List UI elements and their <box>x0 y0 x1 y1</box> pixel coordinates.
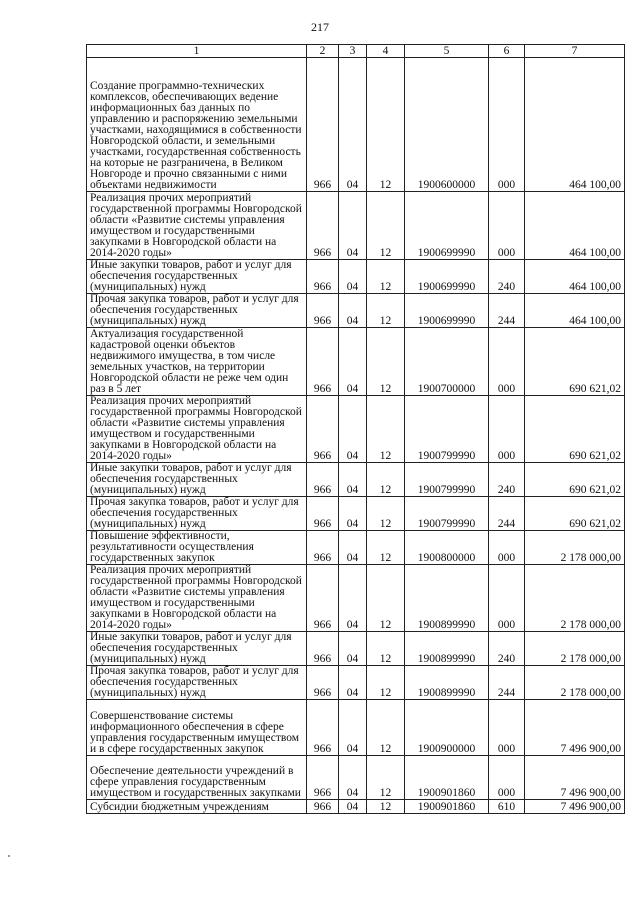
code-cell: 966 <box>307 192 339 260</box>
row-name-cell: Реализация прочих мероприятий государственной программы Новгородской области «Развитие системы управления имуществом и государственными закупками в Новгородской области на 2014-2020 годы» <box>87 565 307 632</box>
amount-cell: 2 178 000,00 <box>525 632 625 666</box>
code-cell: 1900900000 <box>405 700 489 756</box>
code-cell: 966 <box>307 565 339 632</box>
table-row <box>87 463 625 497</box>
code-cell: 1900901860 <box>405 800 489 814</box>
code-cell: 04 <box>339 531 367 565</box>
amount-cell: 690 621,02 <box>525 328 625 396</box>
code-cell: 1900699990 <box>405 260 489 294</box>
amount-cell: 690 621,02 <box>525 497 625 531</box>
code-cell: 966 <box>307 396 339 463</box>
code-cell: 04 <box>339 294 367 328</box>
column-header: 6 <box>489 45 525 58</box>
code-cell: 1900600000 <box>405 58 489 192</box>
row-name-cell: Иные закупки товаров, работ и услуг для обеспечения государственных (муниципальных) нужд <box>87 260 307 294</box>
code-cell: 12 <box>367 531 405 565</box>
table-row <box>87 800 625 814</box>
code-cell: 12 <box>367 294 405 328</box>
code-cell: 1900901860 <box>405 756 489 800</box>
code-cell: 12 <box>367 58 405 192</box>
code-cell: 1900899990 <box>405 666 489 700</box>
code-cell: 966 <box>307 463 339 497</box>
column-header: 1 <box>87 45 307 58</box>
code-cell: 000 <box>489 396 525 463</box>
code-cell: 966 <box>307 328 339 396</box>
code-cell: 000 <box>489 531 525 565</box>
code-cell: 000 <box>489 328 525 396</box>
code-cell: 1900700000 <box>405 328 489 396</box>
table-row <box>87 700 625 756</box>
column-header: 7 <box>525 45 625 58</box>
column-header: 2 <box>307 45 339 58</box>
table-row <box>87 632 625 666</box>
row-name-cell: Реализация прочих мероприятий государственной программы Новгородской области «Развитие системы управления имуществом и государственными закупками в Новгородской области на 2014-2020 годы» <box>87 396 307 463</box>
table-row <box>87 497 625 531</box>
code-cell: 04 <box>339 666 367 700</box>
code-cell: 1900799990 <box>405 463 489 497</box>
row-name-cell: Повышение эффективности, результативности осуществления государственных закупок <box>87 531 307 565</box>
row-name-cell: Прочая закупка товаров, работ и услуг для обеспечения государственных (муниципальных) нужд <box>87 294 307 328</box>
row-name-cell: Прочая закупка товаров, работ и услуг для обеспечения государственных (муниципальных) нужд <box>87 497 307 531</box>
table-row <box>87 756 625 800</box>
amount-cell: 464 100,00 <box>525 192 625 260</box>
code-cell: 966 <box>307 700 339 756</box>
code-cell: 1900799990 <box>405 396 489 463</box>
amount-cell: 464 100,00 <box>525 260 625 294</box>
code-cell: 000 <box>489 58 525 192</box>
amount-cell: 2 178 000,00 <box>525 531 625 565</box>
code-cell: 12 <box>367 666 405 700</box>
code-cell: 04 <box>339 800 367 814</box>
code-cell: 12 <box>367 800 405 814</box>
code-cell: 12 <box>367 328 405 396</box>
code-cell: 610 <box>489 800 525 814</box>
row-name-cell: Прочая закупка товаров, работ и услуг для обеспечения государственных (муниципальных) нужд <box>87 666 307 700</box>
code-cell: 966 <box>307 666 339 700</box>
amount-cell: 7 496 900,00 <box>525 800 625 814</box>
code-cell: 1900699990 <box>405 192 489 260</box>
code-cell: 04 <box>339 565 367 632</box>
code-cell: 240 <box>489 260 525 294</box>
margin-mark <box>8 855 10 857</box>
code-cell: 04 <box>339 756 367 800</box>
code-cell: 240 <box>489 463 525 497</box>
code-cell: 244 <box>489 666 525 700</box>
code-cell: 000 <box>489 756 525 800</box>
code-cell: 244 <box>489 497 525 531</box>
code-cell: 04 <box>339 192 367 260</box>
table-header-row <box>87 45 625 58</box>
code-cell: 966 <box>307 497 339 531</box>
row-name-cell: Актуализация государственной кадастровой оценки объектов недвижимого имущества, в том числе земельных участков, на территории Новгородской области не реже чем один раз в 5 лет <box>87 328 307 396</box>
code-cell: 12 <box>367 700 405 756</box>
code-cell: 966 <box>307 260 339 294</box>
table-row <box>87 192 625 260</box>
budget-table <box>86 44 625 814</box>
code-cell: 966 <box>307 531 339 565</box>
table-row <box>87 260 625 294</box>
code-cell: 04 <box>339 632 367 666</box>
column-header: 4 <box>367 45 405 58</box>
code-cell: 1900899990 <box>405 632 489 666</box>
table-row <box>87 666 625 700</box>
amount-cell: 7 496 900,00 <box>525 756 625 800</box>
code-cell: 1900699990 <box>405 294 489 328</box>
code-cell: 12 <box>367 396 405 463</box>
code-cell: 966 <box>307 800 339 814</box>
row-name-cell: Реализация прочих мероприятий государственной программы Новгородской области «Развитие системы управления имуществом и государственными закупками в Новгородской области на 2014-2020 годы» <box>87 192 307 260</box>
code-cell: 966 <box>307 756 339 800</box>
table-body <box>87 58 625 814</box>
code-cell: 000 <box>489 565 525 632</box>
code-cell: 240 <box>489 632 525 666</box>
code-cell: 12 <box>367 192 405 260</box>
row-name-cell: Субсидии бюджетным учреждениям <box>87 800 307 814</box>
table-row <box>87 328 625 396</box>
table-row <box>87 294 625 328</box>
row-name-cell: Иные закупки товаров, работ и услуг для обеспечения государственных (муниципальных) нужд <box>87 463 307 497</box>
code-cell: 12 <box>367 497 405 531</box>
column-header: 3 <box>339 45 367 58</box>
row-name-cell: Обеспечение деятельности учреждений в сфере управления государственным имуществом и государственных закупками <box>87 756 307 800</box>
amount-cell: 464 100,00 <box>525 294 625 328</box>
code-cell: 966 <box>307 58 339 192</box>
table-row <box>87 565 625 632</box>
amount-cell: 690 621,02 <box>525 396 625 463</box>
code-cell: 966 <box>307 294 339 328</box>
amount-cell: 2 178 000,00 <box>525 565 625 632</box>
code-cell: 04 <box>339 260 367 294</box>
row-name-cell: Создание программно-технических комплексов, обеспечивающих ведение информационных баз данных по управлению и распоряжению земельными участками, находящимися в собственности Новгородской области, и земельными участками, государственная собственность на которые не разграничена, в Великом Новгороде и прочно связанными с ними объектами недвижимости <box>87 58 307 192</box>
code-cell: 1900899990 <box>405 565 489 632</box>
code-cell: 12 <box>367 756 405 800</box>
code-cell: 04 <box>339 497 367 531</box>
amount-cell: 2 178 000,00 <box>525 666 625 700</box>
code-cell: 000 <box>489 700 525 756</box>
code-cell: 1900799990 <box>405 497 489 531</box>
code-cell: 04 <box>339 328 367 396</box>
page-number: 217 <box>311 20 329 34</box>
amount-cell: 464 100,00 <box>525 58 625 192</box>
code-cell: 12 <box>367 463 405 497</box>
code-cell: 04 <box>339 463 367 497</box>
code-cell: 12 <box>367 565 405 632</box>
code-cell: 1900800000 <box>405 531 489 565</box>
code-cell: 244 <box>489 294 525 328</box>
row-name-cell: Иные закупки товаров, работ и услуг для обеспечения государственных (муниципальных) нужд <box>87 632 307 666</box>
code-cell: 966 <box>307 632 339 666</box>
column-header: 5 <box>405 45 489 58</box>
table-row <box>87 58 625 192</box>
amount-cell: 7 496 900,00 <box>525 700 625 756</box>
code-cell: 04 <box>339 58 367 192</box>
row-name-cell: Совершенствование системы информационного обеспечения в сфере управления государственным имуществом и в сфере государственных закупок <box>87 700 307 756</box>
table-row <box>87 531 625 565</box>
code-cell: 12 <box>367 632 405 666</box>
code-cell: 000 <box>489 192 525 260</box>
code-cell: 04 <box>339 700 367 756</box>
table-row <box>87 396 625 463</box>
code-cell: 04 <box>339 396 367 463</box>
amount-cell: 690 621,02 <box>525 463 625 497</box>
code-cell: 12 <box>367 260 405 294</box>
